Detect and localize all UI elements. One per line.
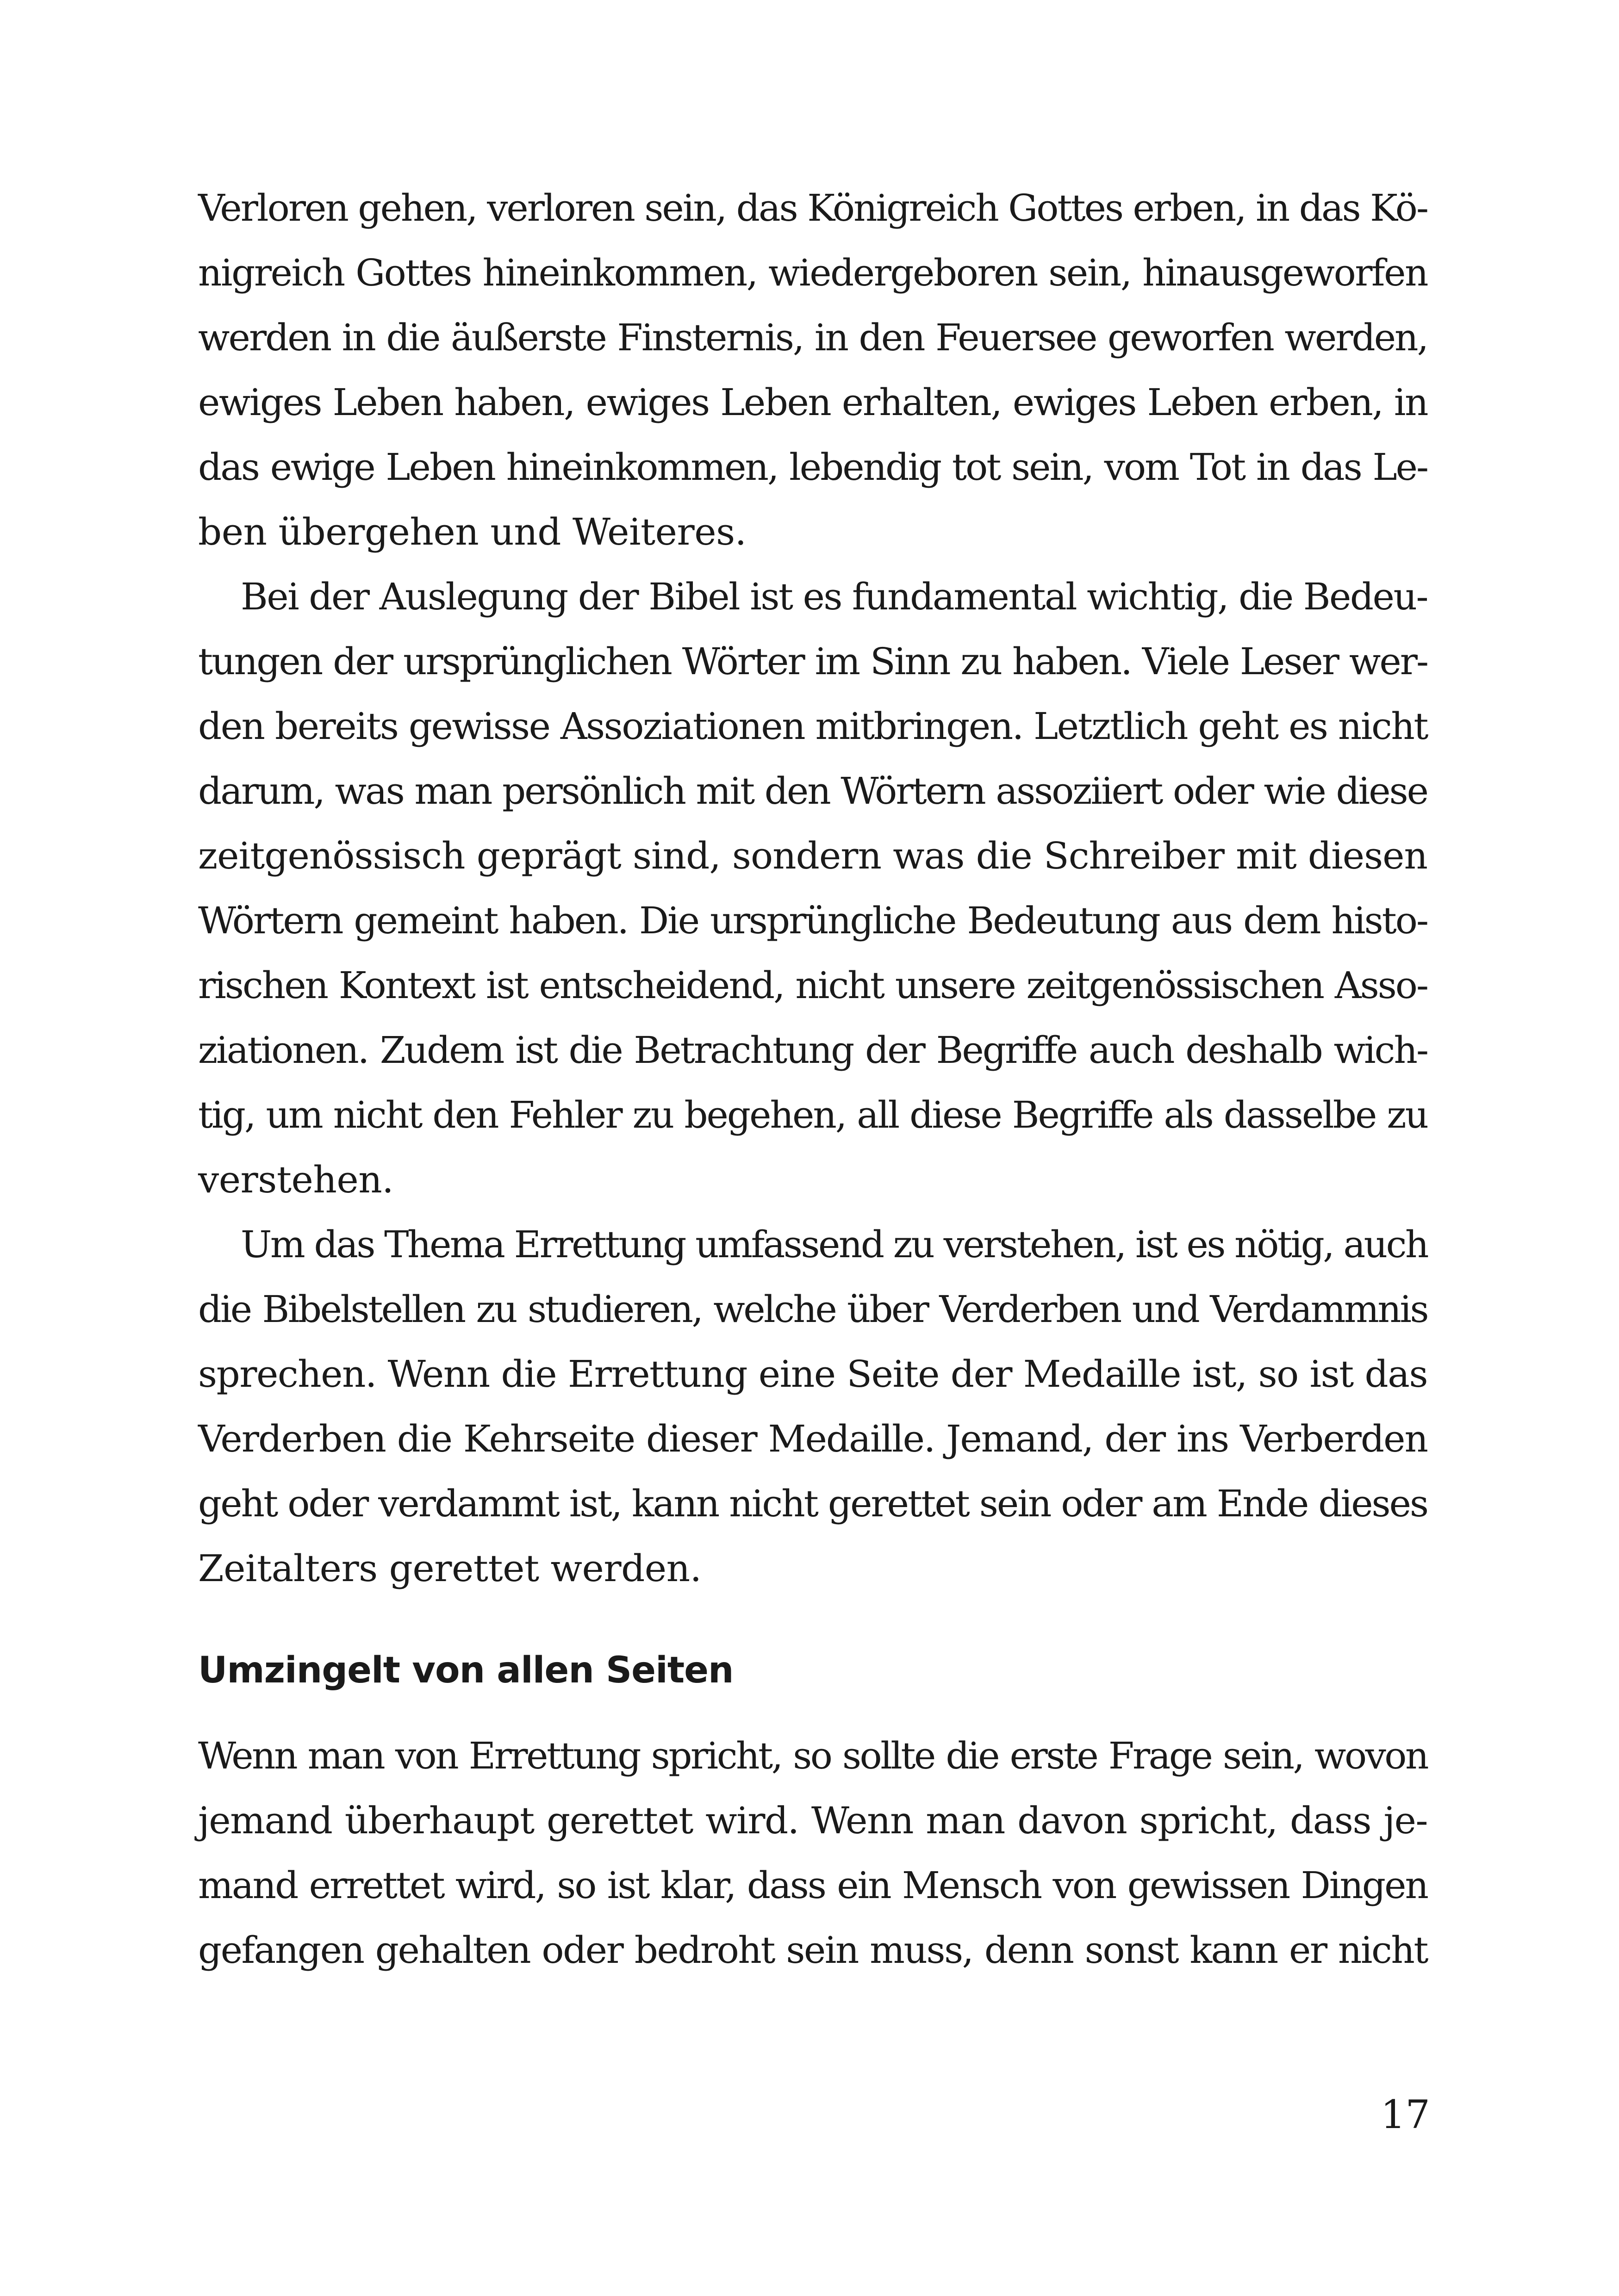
text-line: Verloren gehen, verloren sein, das Königreich Gottes erben, in das Kö- — [198, 186, 1427, 230]
text-line: ziationen. Zudem ist die Betrachtung der Begriffe auch deshalb wich- — [198, 1029, 1427, 1072]
text-line: nigreich Gottes hineinkommen, wiedergeboren sein, hinausgeworfen — [198, 251, 1427, 294]
book-page — [198, 176, 1427, 2230]
text-line: geht oder verdammt ist, kann nicht gerettet sein oder am Ende dieses — [198, 1482, 1427, 1525]
text-line: Bei der Auslegung der Bibel ist es fundamental wichtig, die Bedeu- — [241, 575, 1427, 618]
text-line: jemand überhaupt gerettet wird. Wenn man davon spricht, dass je- — [198, 1799, 1427, 1842]
text-line: Um das Thema Errettung umfassend zu verstehen, ist es nötig, auch — [241, 1223, 1427, 1266]
text-line: rischen Kontext ist entscheidend, nicht unsere zeitgenössischen Asso- — [198, 964, 1427, 1007]
text-line: tig, um nicht den Fehler zu begehen, all diese Begriffe als dasselbe zu — [198, 1093, 1427, 1136]
text-line: Zeitalters gerettet werden. — [198, 1547, 702, 1590]
text-line: tungen der ursprünglichen Wörter im Sinn zu haben. Viele Leser wer- — [198, 640, 1427, 683]
text-line: verstehen. — [198, 1158, 394, 1201]
text-line: darum, was man persönlich mit den Wörtern assoziiert oder wie diese — [198, 769, 1427, 813]
text-line: Verderben die Kehrseite dieser Medaille. Jemand, der ins Verberden — [198, 1417, 1427, 1460]
section-heading: Umzingelt von allen Seiten — [198, 1650, 734, 1691]
text-line: die Bibelstellen zu studieren, welche über Verderben und Verdammnis — [198, 1288, 1427, 1331]
text-line: zeitgenössisch geprägt sind, sondern was die Schreiber mit diesen — [198, 834, 1427, 877]
text-line: ewiges Leben haben, ewiges Leben erhalten, ewiges Leben erben, in — [198, 381, 1427, 424]
text-line: das ewige Leben hineinkommen, lebendig tot sein, vom Tot in das Le- — [198, 446, 1427, 489]
text-line: Wenn man von Errettung spricht, so sollte die erste Frage sein, wovon — [198, 1734, 1427, 1777]
text-line: gefangen gehalten oder bedroht sein muss, denn sonst kann er nicht — [198, 1929, 1427, 1972]
text-line: werden in die äußerste Finsternis, in den Feuersee geworfen werden, — [198, 316, 1427, 359]
text-line: mand errettet wird, so ist klar, dass ein Mensch von gewissen Dingen — [198, 1864, 1427, 1907]
text-line: Wörtern gemeint haben. Die ursprüngliche Bedeutung aus dem histo- — [198, 899, 1427, 942]
page-number: 17 — [1381, 2092, 1430, 2137]
text-line: ben übergehen und Weiteres. — [198, 510, 747, 553]
text-line: den bereits gewisse Assoziationen mitbringen. Letztlich geht es nicht — [198, 705, 1427, 748]
text-line: sprechen. Wenn die Errettung eine Seite der Medaille ist, so ist das — [198, 1353, 1427, 1396]
